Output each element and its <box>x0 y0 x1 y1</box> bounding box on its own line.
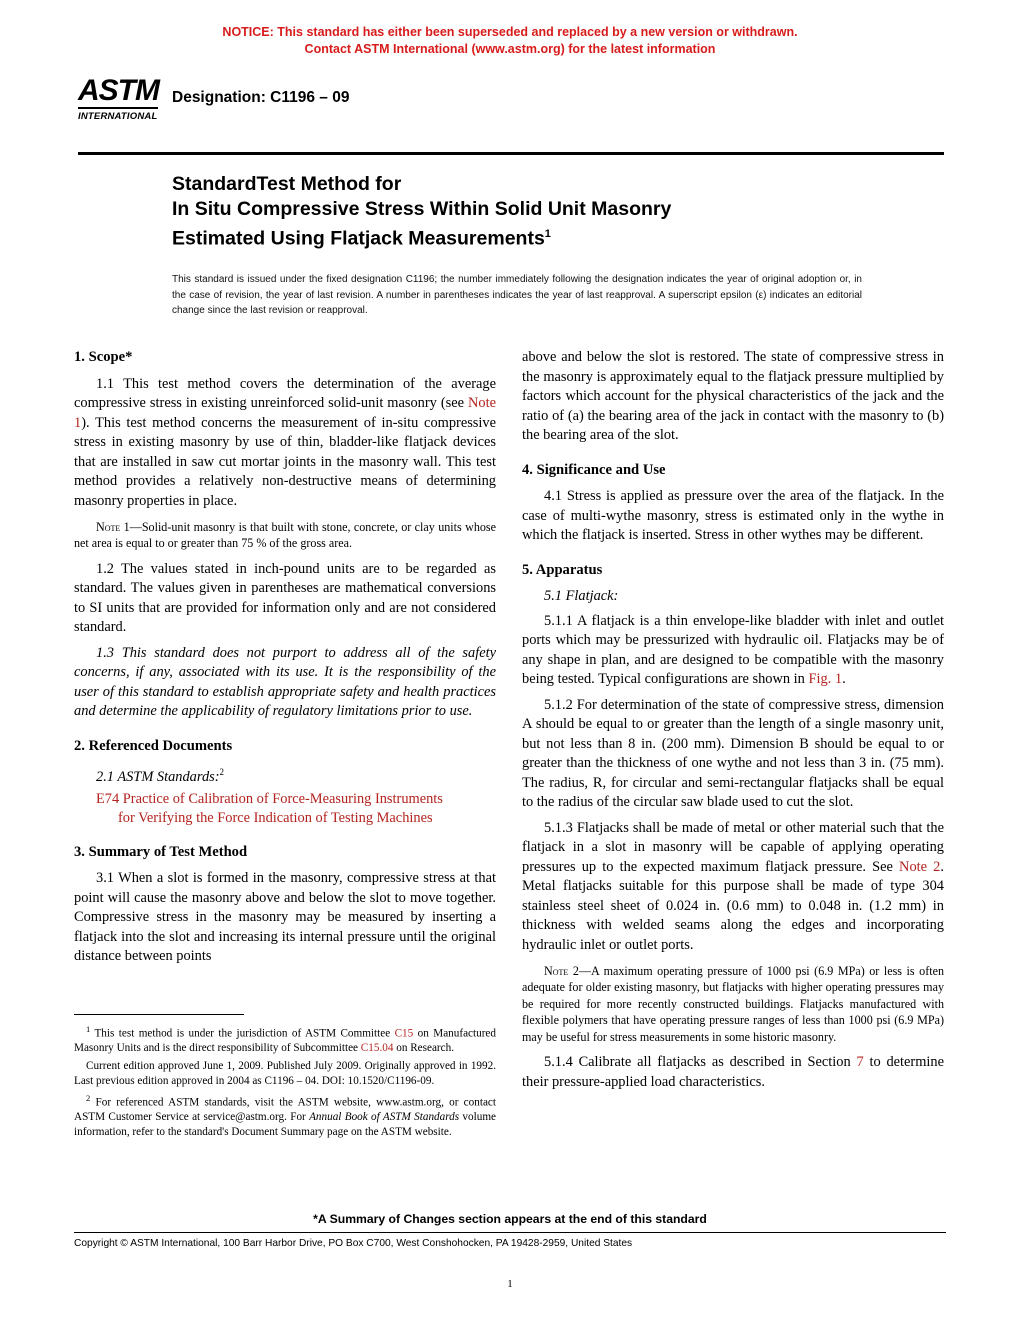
footnotes <box>74 1022 496 1143</box>
paragraph-5-1-4 <box>522 1053 944 1092</box>
designation-line: Designation: C1196 – 09 <box>172 89 350 106</box>
paragraph-3-1: 3.1 When a slot is formed in the masonry, compressive stress at that point will cause the masonry above and below the slot to move together. Compressive stress in the masonry may be measured by inserting a flatjack into the slot and increasing its internal pressure until the original distance between points <box>74 870 496 965</box>
bottom-divider <box>74 1232 946 1233</box>
fig-1-link[interactable]: Fig. 1 <box>808 671 843 687</box>
copyright-line: Copyright © ASTM International, 100 Barr Harbor Drive, PO Box C700, West Conshohocken, PA 19428-2959, United States <box>74 1238 633 1249</box>
title-line-2: In Situ Compressive Stress Within Solid Unit Masonry <box>172 198 672 220</box>
section-heading-summary: 3. Summary of Test Method <box>74 843 248 860</box>
right-column <box>522 348 944 1098</box>
superseded-notice <box>0 24 1020 58</box>
left-column <box>74 348 496 973</box>
note-2-text: —A maximum operating pressure of 1000 psi (6.9 MPa) or less is often adequate for older existing masonry, but flatjacks with higher operating pressures may be required for more recently constructed buildings. Flatjacks manufactured with flexible polymers that have operating pressure ranges of less than 1000 psi (6.9 MPa) may be useful for stress measurements in some historic masonry. <box>522 964 944 1044</box>
section-7-link[interactable]: 7 <box>856 1054 864 1071</box>
notice-line-2: Contact ASTM International (www.astm.org) for the latest information <box>304 42 716 56</box>
standard-reference-e74[interactable] <box>74 790 496 828</box>
footnote-2-marker: 2 <box>86 1093 91 1104</box>
note-1-text: —Solid-unit masonry is that built with stone, concrete, or clay units whose net area is equal to or greater than 75 % of the gross area. <box>74 520 496 551</box>
paragraph-5-1-4-b: to determine their pressure-applied load characteristics. <box>522 1054 944 1090</box>
section-heading-referenced-documents: 2. Referenced Documents <box>74 737 233 754</box>
subcommittee-c1504-link[interactable]: C15.04 <box>360 1042 394 1055</box>
committee-c15-link[interactable]: C15 <box>394 1027 414 1040</box>
paragraph-1-3: 1.3 This standard does not purport to address all of the safety concerns, if any, associated with its use. It is the responsibility of the user of this standard to establish appropriate safety and health practices and determine the applicability of regulatory limitations prior to use. <box>74 644 496 720</box>
title-footnote-marker: 1 <box>544 228 551 240</box>
paragraph-5-1-1 <box>522 612 944 690</box>
section-heading-apparatus: 5. Apparatus <box>522 561 603 578</box>
header-divider <box>78 152 944 155</box>
title-line-3 <box>172 222 872 252</box>
astm-standards-label <box>74 763 496 787</box>
paragraph-5-1-1-b: . <box>842 671 846 687</box>
note-2-link[interactable]: Note 2 <box>899 858 941 875</box>
issued-under-note: This standard is issued under the fixed designation C1196; the number immediately following the designation indicates the year of original adoption or, in the case of revision, the year of last revision. A number in parentheses indicates the year of last reapproval. A superscript epsilon (ε) indicates an editorial change since the last revision or reapproval. <box>172 274 862 316</box>
paragraph-1-1-a: 1.1 This test method covers the determination of the average compressive stress in existing unreinforced solid-unit masonry (see <box>74 375 496 411</box>
title-line-1: StandardTest Method for <box>172 173 402 195</box>
standard-title-line-2[interactable]: for Verifying the Force Indication of Testing Machines <box>118 809 433 826</box>
section-heading-scope: 1. Scope* <box>74 349 133 365</box>
paragraph-4-1: 4.1 Stress is applied as pressure over the area of the flatjack. In the case of multi-wythe masonry, stress is estimated only in the wythe in which the flatjack is inserted. Stress in other wythes may be different. <box>522 488 944 543</box>
paragraph-5-1-2: 5.1.2 For determination of the state of compressive stress, dimension A should be equal to or greater than the length of a single masonry unit, but not less than 8 in. (200 mm). Dimension B should be equal to or greater than the thickness of one wythe and not less than 3 in. (75 mm). The radius, R, for circular and semi-rectangular flatjacks shall be equal to the radius of the circular saw blade used to cut the slot. <box>522 696 944 810</box>
title-line-3-text: Estimated Using Flatjack Measurements <box>172 227 545 250</box>
note-1-link[interactable]: Note 1 <box>74 395 496 431</box>
footnote-divider <box>74 1014 244 1015</box>
standard-code-e74[interactable]: E74 <box>96 790 120 807</box>
standard-title-line-1[interactable]: Practice of Calibration of Force-Measuring Instruments <box>122 790 443 807</box>
footnote-1-paragraph-2: Current edition approved June 1, 2009. Published July 2009. Originally approved in 1992. Last previous edition approved in 2004 as C1196 – 04. DOI: 10.1520/C1196-09. <box>74 1059 496 1087</box>
notice-line-1: NOTICE: This standard has either been superseded and replaced by a new version or withdrawn. <box>222 25 798 39</box>
paragraph-3-1-continued: above and below the slot is restored. The state of compressive stress in the masonry is approximately equal to the flatjack pressure multiplied by factors which account for the physical characteristics of the jack and the ratio of (a) the bearing area of the jack in contact with the masonry to (b) the bearing area of the slot. <box>522 349 944 443</box>
astm-logo-sub: INTERNATIONAL <box>78 111 158 122</box>
astm-standards-footnote-marker: 2 <box>219 767 225 778</box>
footnote-1-a: This test method is under the jurisdiction of ASTM Committee <box>94 1027 395 1040</box>
paragraph-5-1: 5.1 Flatjack: <box>544 588 619 604</box>
paragraph-5-1-3-a: 5.1.3 Flatjacks shall be made of metal or other material such that the flatjack in a slot in masonry will be capable of applying operating pressures up to the expected maximum flatjack pressure. See <box>522 819 944 875</box>
note-1-label: Note 1 <box>96 520 130 534</box>
paragraph-1-1-b: ). This test method concerns the measurement of in-situ compressive stress in existing masonry by use of thin, bladder-like flatjack devices that are installed in saw cut mortar joints in the masonry wall. This test method provides a relatively non-destructive means of determining masonry properties in place. <box>74 414 496 509</box>
paragraph-5-1-4-a: 5.1.4 Calibrate all flatjacks as described in Section <box>544 1054 857 1071</box>
astm-standards-label-text: 2.1 ASTM Standards: <box>96 769 220 786</box>
footnote-1 <box>74 1022 496 1056</box>
astm-logo-mark: ASTM <box>78 74 159 107</box>
astm-logo-rule <box>78 107 158 109</box>
summary-of-changes-note: *A Summary of Changes section appears at the end of this standard <box>313 1212 707 1226</box>
footnote-2 <box>74 1091 496 1140</box>
paragraph-1-2: 1.2 The values stated in inch-pound units are to be regarded as standard. The values given in parentheses are mathematical conversions to SI units that are provided for information only and are not considered standard. <box>74 560 496 636</box>
note-1 <box>74 519 496 552</box>
footnote-1-b: on Manufactured Masonry Units and is the direct responsibility of Subcommittee <box>74 1027 496 1055</box>
footnote-1-c: on Research. <box>393 1042 455 1055</box>
paragraph-5-1-1-a: 5.1.1 A flatjack is a thin envelope-like bladder with inlet and outlet ports which may be pressurized with hydraulic oil. Flatjacks may be of any shape in plan, and are designed to be compatible with the masonry being tested. Typical configurations are shown in <box>522 612 944 687</box>
astm-logo <box>78 76 160 138</box>
footnote-2-b: volume information, refer to the standard's Document Summary page on the ASTM website. <box>74 1111 496 1139</box>
footnote-1-marker: 1 <box>86 1024 91 1034</box>
paragraph-5-1-3-b: . Metal flatjacks suitable for this purpose shall be made of type 304 stainless steel sheet of 0.024 in. (0.6 mm) to 0.048 in. (1.2 mm) in thickness with welded seams along the edges and incorporating hydraulic inlet or outlet ports. <box>522 858 944 953</box>
note-2-label: Note 2 <box>544 964 579 978</box>
document-title <box>172 172 872 252</box>
paragraph-5-1-3 <box>522 819 944 956</box>
section-heading-significance: 4. Significance and Use <box>522 461 666 478</box>
page-number: 1 <box>507 1278 513 1290</box>
footnote-2-italic: Annual Book of ASTM Standards <box>309 1111 460 1124</box>
paragraph-1-1 <box>74 375 496 512</box>
note-2 <box>522 963 944 1045</box>
footnote-2-a: For referenced ASTM standards, visit the ASTM website, www.astm.org, or contact ASTM Customer Service at service@astm.org. For <box>74 1096 496 1124</box>
